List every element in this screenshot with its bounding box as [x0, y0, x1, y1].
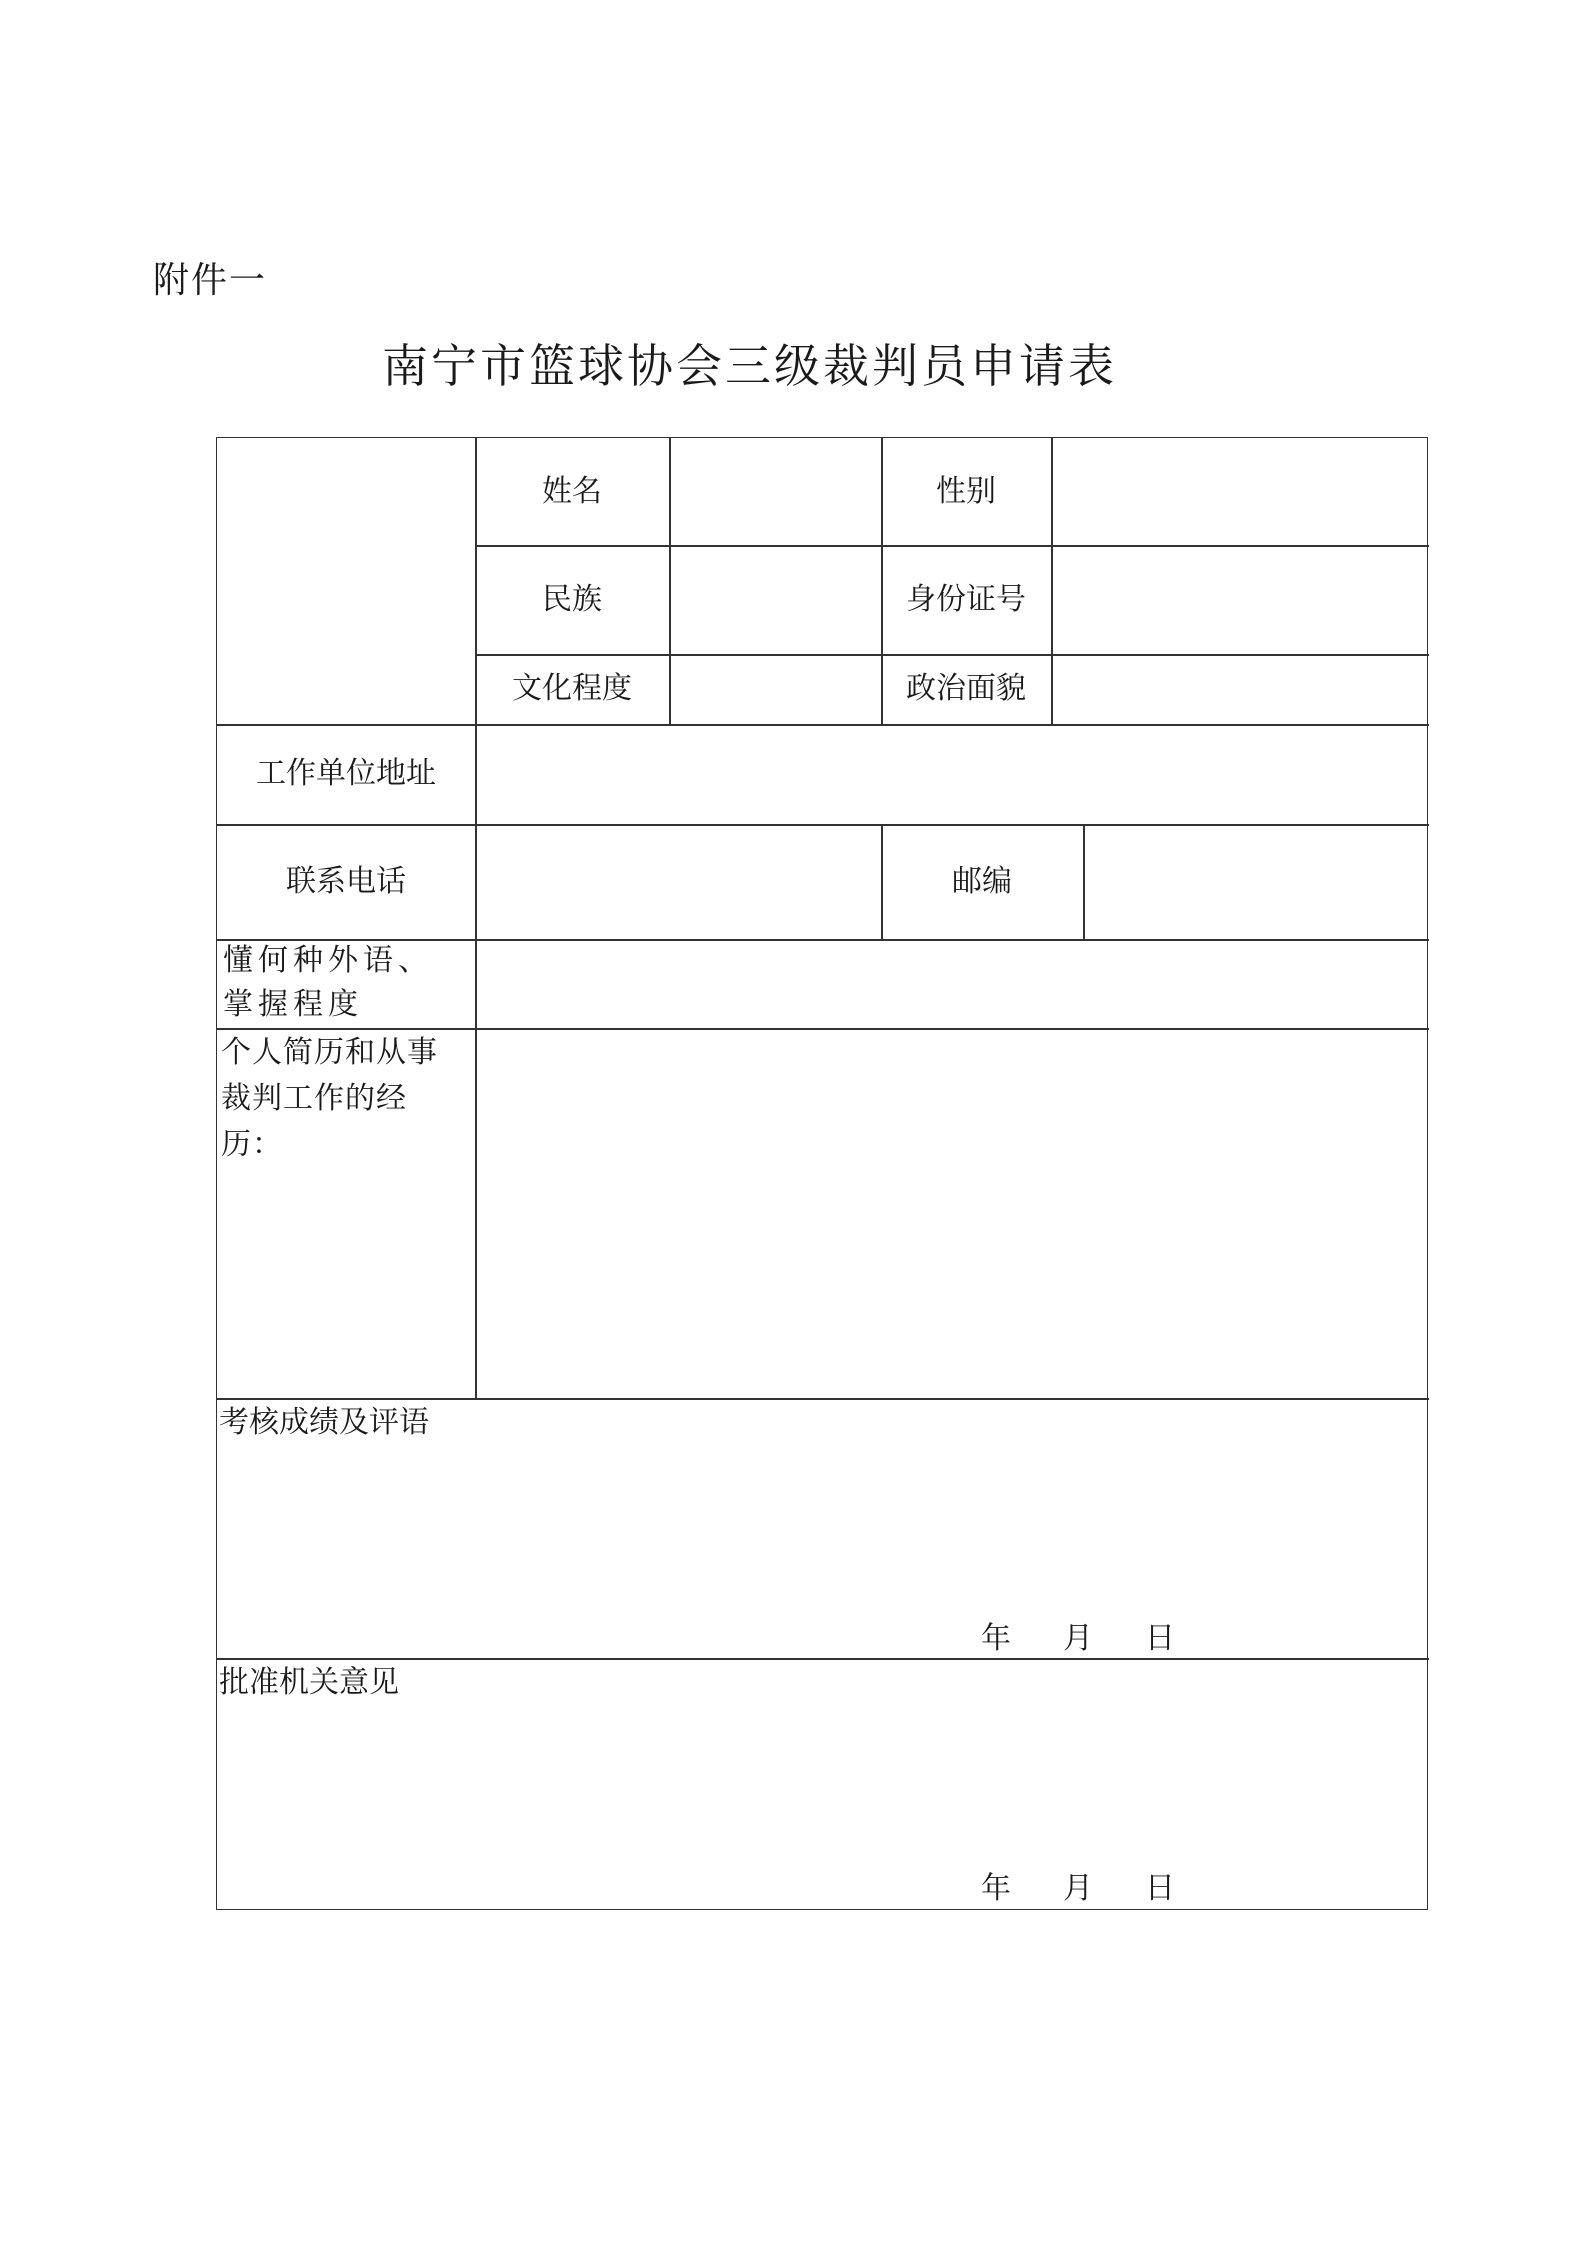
work-address-field[interactable]: [475, 724, 1429, 824]
approval-date-month: 月: [1063, 1871, 1093, 1906]
education-label: 文化程度: [512, 671, 632, 706]
political-status-field[interactable]: [1051, 654, 1429, 724]
gender-label: 性别: [936, 473, 996, 509]
approval-date-day: 日: [1145, 1871, 1175, 1906]
political-status-label: 政治面貌: [906, 671, 1026, 706]
approval-date-year: 年: [981, 1871, 1011, 1906]
approval-date: [981, 1863, 1175, 1907]
language-label: 懂何种外语、掌握程度: [223, 943, 433, 1022]
application-form-table: [216, 437, 1428, 1910]
work-address-label: 工作单位地址: [256, 756, 436, 791]
assessment-field[interactable]: [217, 1448, 1429, 1608]
name-label: 姓名: [542, 473, 602, 509]
gender-field[interactable]: [1051, 438, 1429, 545]
assessment-date-year: 年: [981, 1621, 1011, 1656]
resume-field[interactable]: [475, 1028, 1429, 1398]
id-number-field[interactable]: [1051, 545, 1429, 654]
photo-field[interactable]: [217, 438, 475, 724]
postcode-field[interactable]: [1083, 824, 1429, 939]
assessment-label: 考核成绩及评语: [219, 1405, 429, 1440]
approval-field[interactable]: [217, 1708, 1429, 1858]
resume-label: 个人简历和从事裁判工作的经历：: [221, 1035, 438, 1162]
name-field[interactable]: [669, 438, 881, 545]
education-field[interactable]: [669, 654, 881, 724]
assessment-date-month: 月: [1063, 1621, 1093, 1656]
ethnicity-field[interactable]: [669, 545, 881, 654]
ethnicity-label: 民族: [542, 581, 602, 617]
attachment-label: 附件一: [153, 260, 268, 301]
id-number-label: 身份证号: [906, 581, 1026, 617]
approval-label: 批准机关意见: [219, 1665, 399, 1700]
phone-label: 联系电话: [286, 863, 406, 899]
assessment-date: [981, 1613, 1175, 1657]
language-field[interactable]: [475, 939, 1429, 1028]
phone-field[interactable]: [475, 824, 881, 939]
page-title: 南宁市篮球协会三级裁判员申请表: [382, 339, 1117, 393]
postcode-label: 邮编: [952, 863, 1012, 899]
assessment-date-day: 日: [1145, 1621, 1175, 1656]
